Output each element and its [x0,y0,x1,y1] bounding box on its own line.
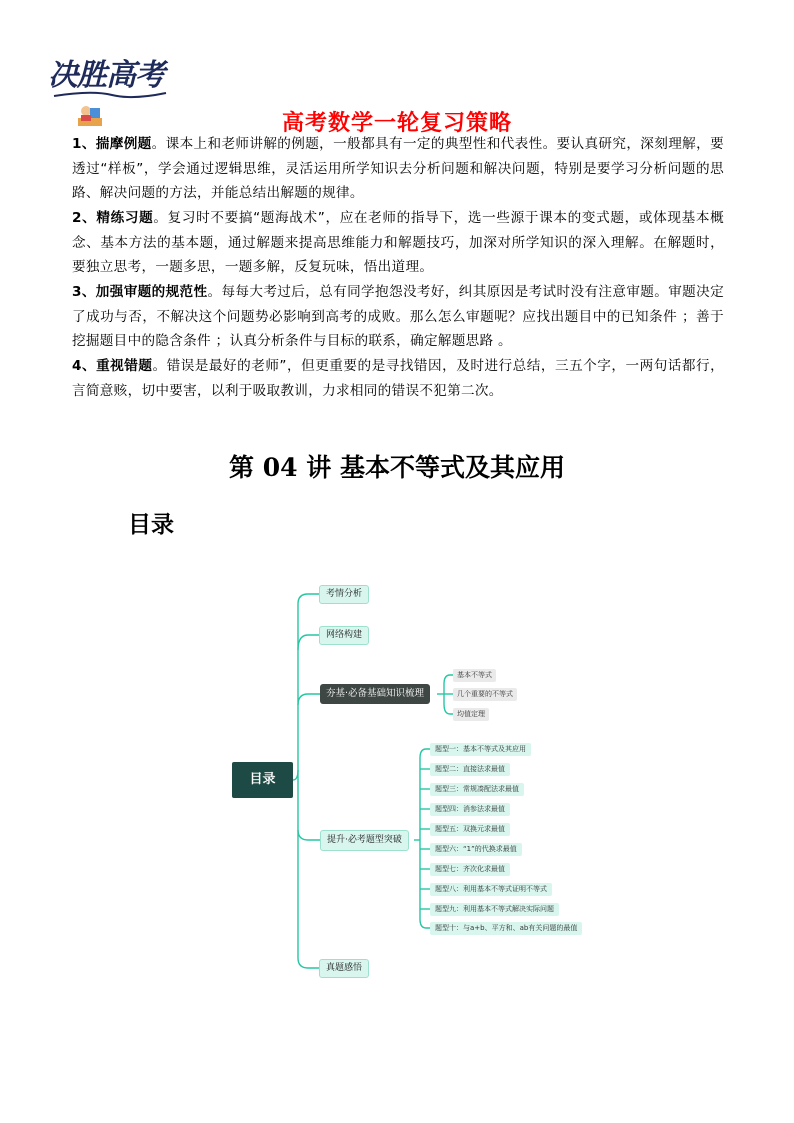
paragraph-body: 。错误是最好的老师”，但更重要的是寻找错因，及时进行总结，三五个字，一两句话都行，言简意赅，切中要害，以利于吸取教训，力求相同的错误不犯第二次。 [72,358,724,399]
branch-exam-analysis: 考情分析 [319,585,369,604]
paragraph-body: 。每每大考过后，总有同学抱怨没考好，纠其原因是考试时没有注意审题。审题决定了成功与否，不解决这个问题势必影响到高考的成败。那么怎么审题呢？应找出题目中的已知条件 ；善于挖掘题目中的隐含条件 ；认真分析条件与目标的联系，确定解题思路 。 [72,284,724,350]
type-item: 题型八：利用基本不等式证明不等式 [430,883,552,896]
type-item: 题型十：与a+b、平方和、ab有关问题的最值 [430,922,582,935]
paragraph-lead: 1、揣摩例题 [72,136,152,152]
paragraph-lead: 4、重视错题 [72,358,153,374]
paragraph-lead: 2、精练习题 [72,210,154,226]
mindmap-root: 目录 [232,762,293,798]
basics-item: 几个重要的不等式 [453,688,517,701]
paragraph-body: 。课本上和老师讲解的例题，一般都具有一定的典型性和代表性。要认真研究，深刻理解，要透过“样板”，学会通过逻辑思维，灵活运用所学知识去分析问题和解决问题，特别是要学习分析问题的思路、解决问题的方法，并能总结出解题的规律。 [72,136,724,202]
document-title: 高考数学一轮复习策略 [281,111,512,136]
basics-item: 基本不等式 [453,669,496,682]
branch-real-exams: 真题感悟 [319,959,369,978]
type-item: 题型一：基本不等式及其应用 [430,743,531,756]
type-item: 题型二：直接法求最值 [430,763,510,776]
type-item: 题型四：消参法求最值 [430,803,510,816]
basics-item: 均值定理 [453,708,489,721]
type-item: 题型九：利用基本不等式解决实际问题 [430,903,559,916]
lecture-title: 第 04 讲 基本不等式及其应用 [229,453,565,482]
paragraph-body: 。复习时不要搞“题海战术”，应在老师的指导下，选一些源于课本的变式题，或体现基本概念、基本方法的基本题，通过解题来提高思维能力和解题技巧，加深对所学知识的深入理解。在解题时，要独立思考，一题多思，一题多解，反复玩味，悟出道理。 [72,210,724,276]
toc-heading: 目录 [128,511,174,538]
type-item: 题型六：“1”的代换求最值 [430,843,522,856]
paragraph-lead: 3、加强审题的规范性 [72,284,208,300]
branch-question-types: 提升·必考题型突破 [320,830,409,851]
logo-text: 决胜高考 [48,58,164,93]
type-item: 题型三：常规凑配法求最值 [430,783,524,796]
type-item: 题型五：双换元求最值 [430,823,510,836]
type-item: 题型七：齐次化求最值 [430,863,510,876]
branch-basics: 夯基·必备基础知识梳理 [320,684,430,704]
branch-network: 网络构建 [319,626,369,645]
